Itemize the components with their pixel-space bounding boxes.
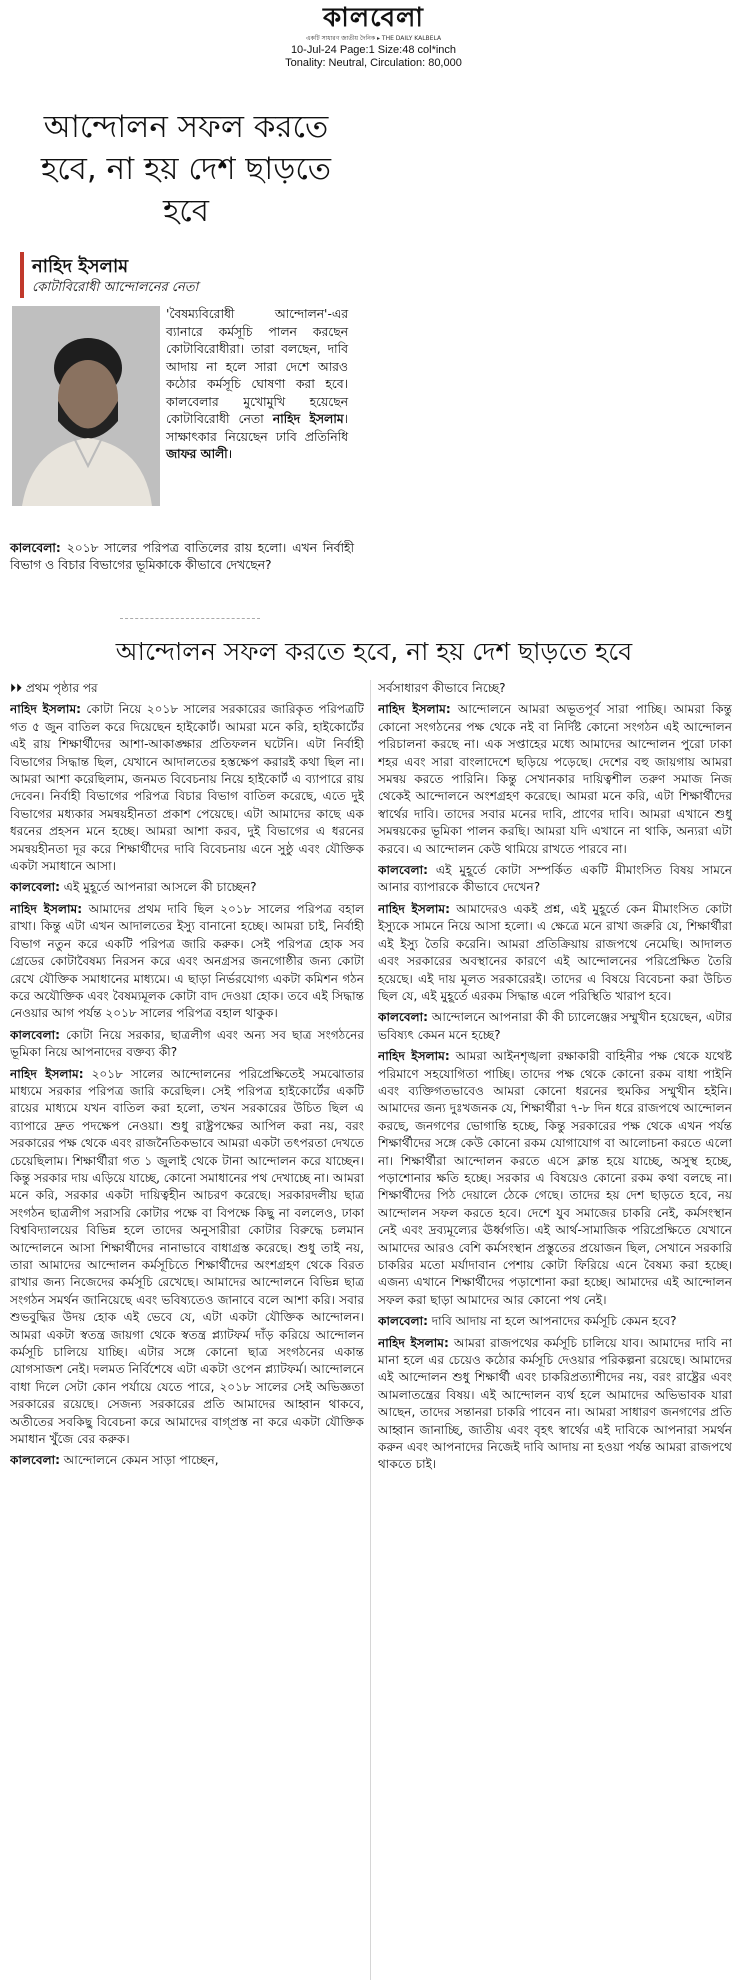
paragraph-text: আন্দোলনে আমরা অভূতপূর্ব সারা পাচ্ছি। আমরা কিন্তু কোনো সংগঠনের পক্ষ থেকে নই বা নির্দিষ্ট কোনো সংগঠন এই আন্দোলন পরিচালনা করছে না। এক সপ্তাহের মধ্যে আমাদের আন্দোলন পুরো ঢাকা শহর এবং সারা বাংলাদেশে ছড়িয়ে পড়েছে। দেশের বহু জায়গায় আমরা সমন্বয় করতে পারিনি। কিন্তু সেখানকার দায়িত্বশীল তরুণ সমাজ নিজ থেকেই আন্দোলনে অংশগ্রহণ করেছে। আমরা মনে করি, এটা শিক্ষার্থীদের স্বার্থের দাবি। তাদের সবার মনের দাবি, প্রাণের দাবি। আমরা এখানে শুধু সমন্বয়কের ভূমিকা পালন করছি। আমরা যদি এখানে না থাকি, অন্যরা এটা করবে। এ আন্দোলন কেউ থামিয়ে রাখতে পারবে না। <box>378 702 732 856</box>
speaker-label: নাহিদ ইসলাম: <box>10 702 81 717</box>
page-break-divider <box>120 618 260 627</box>
paragraph-text: আমরা রাজপথের কর্মসূচি চালিয়ে যাব। আমাদের দাবি না মানা হলে এর চেয়েও কঠোর কর্মসূচি দেওয়ার পরিকল্পনা রয়েছে। আমাদের এই আন্দোলন শুধু শিক্ষার্থী এবং চাকরিপ্রত্যাশীদের নয়, বরং রাষ্ট্রের এবং আমলাতন্ত্রের বিষয়। এই আন্দোলন ব্যর্থ হলে আমাদের অভিভাবক যারা আছেন, তাদের সন্তানরা চাকরি পাবেন না। আমরা সাধারণ জনগণের প্রতি আহ্বান জানাচ্ছি, জাতীয় এবং বৃহৎ স্বার্থের এই দাবিকে আপনারা সমর্থন করুন এবং আপনাদের নিজেই দাবি আদায় না হওয়া পর্যন্ত আমরা রাজপথে থাকতে চাই। <box>378 1335 732 1472</box>
qa-paragraph <box>378 862 732 897</box>
qa-paragraph <box>10 879 364 896</box>
intro-text: । সাক্ষাৎকার নিয়েছেন ঢাবি প্রতিনিধি <box>166 412 348 444</box>
qa-paragraph <box>10 1452 364 1469</box>
front-headline: আন্দোলন সফল করতে হবে, না হয় দেশ ছাড়তে হবে <box>40 109 332 229</box>
question-label: কালবেলা: <box>10 541 61 555</box>
speaker-label: কালবেলা: <box>378 1314 428 1329</box>
speaker-label: নাহিদ ইসলাম: <box>378 1049 450 1064</box>
intro-text: 'বৈষম্যবিরোধী আন্দোলন'-এর ব্যানারে কর্মসূচি পালন করছেন কোটাবিরোধীরা। তারা বলছেন, দাবি আদায় না হলে সারা দেশে আরও কঠোর কর্মসূচি ঘোষণা করা হবে। কালবেলার মুখোমুখি হয়েছেন কোটাবিরোধী নেতা <box>166 307 348 426</box>
speaker-label: কালবেলা: <box>378 863 428 878</box>
intro-interviewee-name: নাহিদ ইসলাম <box>272 412 344 426</box>
qa-paragraph <box>378 1009 732 1044</box>
paragraph-text: এই মুহূর্তে কোটা সম্পর্কিত একটি মীমাংসিত বিষয় সামনে আনার ব্যাপারকে কীভাবে দেখেন? <box>378 863 732 895</box>
paragraph-text: কোটা নিয়ে সরকার, ছাত্রলীগ এবং অন্য সব ছাত্র সংগঠনের ভূমিকা নিয়ে আপনাদের বক্তব্য কী? <box>10 1027 364 1060</box>
interviewee-photo <box>12 306 160 506</box>
byline-accent <box>20 252 24 298</box>
intro-paragraph <box>166 306 348 464</box>
clipping-meta-line1: 10-Jul-24 Page:1 Size:48 col*inch <box>290 44 457 56</box>
author-role: কোটাবিরোধী আন্দোলনের নেতা <box>32 280 199 295</box>
clipping-meta-line2: Tonality: Neutral, Circulation: 80,000 <box>285 57 462 69</box>
qa-paragraph <box>378 701 732 858</box>
qa-paragraph <box>378 901 732 1005</box>
newspaper-tagline: একটি সাধারণ জাতীয় দৈনিক ▸ THE DAILY KALBELA <box>305 35 442 42</box>
column-divider <box>370 680 371 1980</box>
speaker-label: কালবেলা: <box>10 880 60 895</box>
qa-paragraph <box>10 1066 364 1449</box>
newspaper-logo: কালবেলা <box>323 3 424 33</box>
qa-paragraph <box>10 1027 364 1062</box>
speaker-label: নাহিদ ইসলাম: <box>378 1335 449 1350</box>
paragraph-text: সর্বসাধারণ কীভাবে নিচ্ছে? <box>378 681 506 695</box>
speaker-label: কালবেলা: <box>10 1453 60 1468</box>
paragraph-text: আন্দোলনে কেমন সাড়া পাচ্ছেন, <box>59 1453 219 1468</box>
paragraph-text: কোটা নিয়ে ২০১৮ সালের সরকারের জারিকৃত পরিপত্রটি গত ৫ জুন বাতিল করে দিয়েছেন হাইকোর্ট। আমরা মনে করি, হাইকোর্টের এই রায় শিক্ষার্থীদের আশা-আকাঙ্ক্ষার প্রতিফলন ঘটেনি। এটা নির্বাহী বিভাগের সিদ্ধান্ত ছিল, যেখানে আদালতের হস্তক্ষেপ করারই কথা ছিল না। আমরা আশা করেছিলাম, জনমত বিবেচনায় নিয়ে হাইকোর্ট এ ব্যাপারে রায় দেবেন। নির্বাহী বিভাগের পরিপত্র বিচার বিভাগ বাতিল করেছে, এতে দুই বিভাগের মধ্যকার সমন্বয়হীনতা প্রকাশ পেয়েছে। এটা আমাদের কাছে এক ধরনের প্রহসন মনে হচ্ছে। আমরা আশা করব, দুই বিভাগের এ ধরনের সমন্বয়হীনতা দূর করে শিক্ষার্থীদের দাবি বিবেচনায় এনে সুষ্ঠু এবং যৌক্তিক একটা সমাধানে আসা। <box>10 702 364 874</box>
portrait-illustration <box>12 306 160 506</box>
qa-paragraph <box>378 1313 732 1330</box>
qa-paragraph <box>10 701 364 875</box>
paragraph-text: আন্দোলনে আপনারা কী কী চ্যালেঞ্জের সম্মুখীন হয়েছেন, এটার ভবিষ্যৎ কেমন মনে হচ্ছে? <box>378 1010 732 1042</box>
paragraph-text: ২০১৮ সালের আন্দোলনের পরিপ্রেক্ষিতেই সমঝোতার মাধ্যমে সরকার পরিপত্র জারি করেছিল। সেই পরিপত্র হাইকোর্টের একটি রায়ের মাধ্যমে যখন বাতিল করা হলো, তখন সরকারের উচিত ছিল এ ব্যাপারে দ্রুত পদক্ষেপ নেওয়া। শুধু রাষ্ট্রপক্ষের আপিল করা নয়, বরং সরকারের পক্ষ থেকে এবং রাজনৈতিকভাবে আমরা একটা তৎপরতা দেখতে চেয়েছিলাম। শিক্ষার্থীরা গত ১ জুলাই থেকে টানা আন্দোলন করে যাচ্ছেন। কিন্তু সরকার দায় এড়িয়ে যাচ্ছে, কোনো সমাধানের পথ দেখাচ্ছে না। আমরা মনে করি, সরকার একটা দায়িত্বহীন আচরণ করেছে। সরকারদলীয় ছাত্র সংগঠন ছাত্রলীগ সরাসরি কোটার পক্ষে বা বিপক্ষে কিছু না বললেও, ঢাকা বিশ্ববিদ্যালয়ের বিভিন্ন হলে তাদের অনুসারীরা কোটার বিরুদ্ধে চলমান আন্দোলনে আসা শিক্ষার্থীদের নানাভাবে বাধাগ্রস্ত করেছে। শুধু তাই নয়, তারা আমাদের আন্দোলন কর্মসূচিতে শিক্ষার্থীদের অংশগ্রহণ থেকে বিরত রাখার জন্য নিজেদের কর্মসূচি রেখেছে। আমাদের আন্দোলনে বিভিন্ন ছাত্র সংগঠন সমর্থন জানিয়েছে এবং ভবিষ্যতেও জানাবে বলে আশা করি। সবার শুভবুদ্ধির উদয় হোক এই ভেবে যে, এটা একটা যৌক্তিক আন্দোলন। আমরা একটা স্বতন্ত্র জায়গা থেকে স্বতন্ত্র প্ল্যাটফর্ম দাঁড় করিয়ে আন্দোলন কর্মসূচি চালিয়ে যাচ্ছি। এটার সঙ্গে কোনো ছাত্র সংগঠনের একান্ত যোগসাজশ নেই। দলমত নির্বিশেষে এটা একটা ওপেন প্ল্যাটফর্ম। আন্দোলনে বাধা দিলে সেটা কোন পর্যায়ে যেতে পারে, ২০১৮ সালের সেই অভিজ্ঞতা সরকারের রয়েছে। সেজন্য সরকারের প্রতি আমাদের আহ্বান থাকবে, অতীতের সবকিছু বিবেচনা করে আমাদের বাগ্‌প্রস্ত না করে একটা যৌক্তিক সমাধান খুঁজে বের করুক। <box>10 1066 364 1447</box>
speaker-label: নাহিদ ইসলাম: <box>378 901 450 916</box>
right-column <box>378 680 732 1980</box>
paragraph-text: এই মুহূর্তে আপনারা আসলে কী চাচ্ছেন? <box>59 880 257 895</box>
qa-paragraph <box>10 901 364 1023</box>
paragraph-text: দাবি আদায় না হলে আপনাদের কর্মসূচি কেমন হবে? <box>427 1314 677 1329</box>
intro-text: । <box>227 447 233 461</box>
continued-marker: ⏵⏵ প্রথম পৃষ্ঠার পর <box>10 681 98 695</box>
qa-paragraph <box>378 680 732 697</box>
intro-reporter-name: জাফর আলী <box>166 447 228 461</box>
paragraph-text: আমাদের প্রথম দাবি ছিল ২০১৮ সালের পরিপত্র বহাল রাখা। কিন্তু এটা এখন আদালতের ইস্যু বানানো হচ্ছে। আমরা চাই, নির্বাহী বিভাগ নতুন করে একটি পরিপত্র জারি করুক। সেই পরিপত্র হোক সব গ্রেডের কোটাবৈষম্য নিরসন করে এবং অনগ্রসর জনগোষ্ঠীর জন্য কোটা রেখে যৌক্তিক সমাধানের মাধ্যমে। এ ছাড়া নির্ভরযোগ্য একটা কমিশন গঠন করে অযৌক্তিক এবং বৈষম্যমূলক কোটা বাদ দেওয়া হোক। তবে এই সিদ্ধান্ত নেওয়ার আগ পর্যন্ত ২০১৮ সালের পরিপত্র বহাল থাকুক। <box>10 901 364 1021</box>
speaker-label: নাহিদ ইসলাম: <box>10 1066 84 1081</box>
qa-paragraph <box>378 1335 732 1474</box>
author-name: নাহিদ ইসলাম <box>32 256 129 277</box>
first-question <box>10 540 354 574</box>
masthead <box>0 4 747 70</box>
question-text: ২০১৮ সালের পরিপত্র বাতিলের রায় হলো। এখন নির্বাহী বিভাগ ও বিচার বিভাগের ভূমিকাকে কীভাবে দেখছেন? <box>10 541 354 572</box>
speaker-label: কালবেলা: <box>10 1027 60 1042</box>
paragraph-text: আমরা আইনশৃঙ্খলা রক্ষাকারী বাহিনীর পক্ষ থেকে যথেষ্ট পরিমাণে সহযোগিতা পাচ্ছি। তাদের পক্ষ থেকে কোনো রকম বাধা পাইনি এবং ব্যক্তিগতভাবেও আমরা কোনো ধরনের হুমকির সম্মুখীন হইনি। আমাদের জন্য দুঃখজনক যে, শিক্ষার্থীরা ৭-৮ দিন ধরে রাজপথে আন্দোলন করছে, জনগণের ভোগান্তি হচ্ছে, কিন্তু সরকারের পক্ষ থেকে এখন পর্যন্ত শিক্ষার্থীদের সঙ্গে কেউ কোনো রকম যোগাযোগ বা আলোচনা করতে এলো না। শিক্ষার্থীরা আন্দোলন করতে এসে ক্লান্ত হয়ে যাচ্ছে, অসুস্থ হচ্ছে, পড়াশোনার ক্ষতি হচ্ছে। সরকার এ বিষয়েও কোনো রকম কথা বলছে না। শিক্ষার্থীদের পিঠ দেয়ালে ঠেকে গেছে। তাদের হয় দেশ ছাড়তে হবে, নয় আন্দোলন সফল করতে হবে। দেশে যুব সমাজের চাকরি নেই, কর্মসংস্থান নেই এবং দ্রব্যমূল্যের ঊর্ধ্বগতি। এই আর্থ-সামাজিক পরিপ্রেক্ষিতে যেখানে আমাদের আরও বেশি কর্মসংস্থান প্রস্তুতের প্রয়োজন ছিল, সেখানে সরকারি চাকরির মতো মর্যাদাবান পেশায় কোটা ফিরিয়ে এনে বৈষম্য করা হচ্ছে। এজন্য এখানে শিক্ষার্থীদের পড়াশোনা করা হচ্ছে। আমাদের এই আন্দোলন সফল করা ছাড়া আমাদের আর কোনো পথ নেই। <box>378 1049 732 1307</box>
speaker-label: কালবেলা: <box>378 1010 428 1025</box>
qa-paragraph <box>378 1048 732 1309</box>
paragraph-text: আমাদেরও একই প্রশ্ন, এই মুহূর্তে কেন মীমাংসিত কোটা ইস্যুকে সামনে নিয়ে আসা হলো। এ ক্ষেত্রে মনে রাখা জরুরি যে, শিক্ষার্থীরা এই ইস্যু তৈরি করেনি। আমরা প্রতিক্রিয়ায় রাজপথে নেমেছি। আদালত এবং সরকারের অবস্থানের কারণে এই আন্দোলনের পরিপ্রেক্ষিত তৈরি হয়েছে। এই দায় মূলত সরকারেরই। তাদের এ বিষয়ে বিবেচনা করা উচিত ছিল যে, এই মুহূর্তে এরকম সিদ্ধান্ত এলে পরিস্থিতি খারাপ হবে। <box>378 901 732 1003</box>
continuation-headline: আন্দোলন সফল করতে হবে, না হয় দেশ ছাড়তে হবে <box>115 637 633 666</box>
speaker-label: নাহিদ ইসলাম: <box>378 702 451 717</box>
speaker-label: নাহিদ ইসলাম: <box>10 901 83 916</box>
left-column <box>10 680 364 1980</box>
